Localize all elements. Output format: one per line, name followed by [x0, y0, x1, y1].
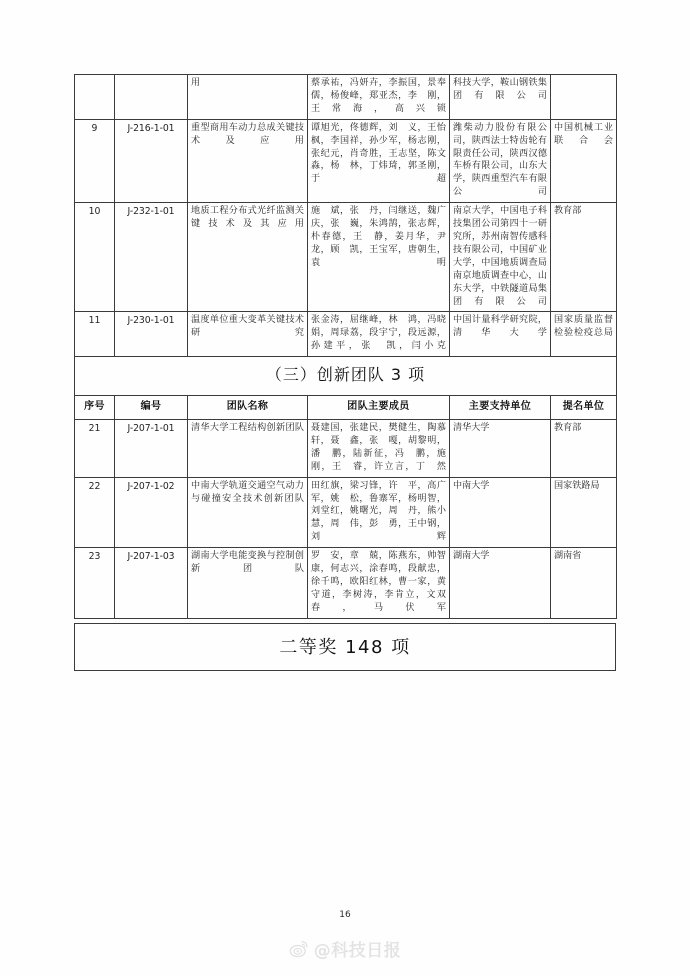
award-table [74, 74, 617, 619]
row-members: 蔡承祐，冯妍卉，李振国，景奉儒，杨俊峰，郑亚杰，李 刚，王常海，高兴锁 [308, 75, 450, 120]
row-title: 用 [188, 75, 308, 120]
row-nominator: 教育部 [551, 420, 617, 478]
row-title: 温度单位重大变革关键技术研究 [188, 312, 308, 357]
row-members: 谭旭光，佟德辉，刘 义，王怡枫，李国祥，孙少军，杨志刚，张纪元，肖奇胜，王志坚，陈文淼，杨 林，丁炜琦，郭圣刚，于 超 [308, 119, 450, 202]
row-support: 科技大学，鞍山钢铁集团有限公司 [450, 75, 551, 120]
column-header-seq: 序号 [75, 395, 115, 419]
row-seq: 21 [75, 420, 115, 478]
row-seq: 9 [75, 119, 115, 202]
row-members: 张金涛，屈继峰，林 鸿，冯晓娟，周琭荔，段宇宁，段远源，孙建平，张 凯，闫小克 [308, 312, 450, 357]
row-title: 中南大学轨道交通空气动力与碰撞安全技术创新团队 [188, 477, 308, 548]
table-row [75, 312, 617, 357]
row-nominator: 国家质量监督检验检疫总局 [551, 312, 617, 357]
page-number: 16 [339, 910, 351, 920]
table-row [75, 477, 617, 548]
row-code: J-232-1-01 [115, 203, 188, 312]
watermark [0, 936, 690, 961]
row-members: 施 斌，张 丹，闫继送，魏广庆，张 巍，朱鸿鹄，张志辉，朴春德，王 静，姜月华，尹 龙，顾 凯，王宝军，唐朝生，袁 明 [308, 203, 450, 312]
row-nominator [551, 75, 617, 120]
row-code: J-207-1-01 [115, 420, 188, 478]
row-code: J-207-1-03 [115, 548, 188, 619]
row-title: 湖南大学电能变换与控制创新团队 [188, 548, 308, 619]
section-banner-label: （三）创新团队 3 项 [75, 357, 617, 396]
table-header-row [75, 395, 617, 419]
row-code: J-207-1-02 [115, 477, 188, 548]
banner-row [75, 623, 616, 670]
weibo-eye-icon [289, 939, 309, 959]
table-row [75, 75, 617, 120]
row-support: 中南大学 [450, 477, 551, 548]
row-seq: 11 [75, 312, 115, 357]
row-nominator: 国家铁路局 [551, 477, 617, 548]
row-title: 清华大学工程结构创新团队 [188, 420, 308, 478]
row-support: 中国计量科学研究院，清华大学 [450, 312, 551, 357]
row-members: 聂建国，张建民，樊健生，陶慕轩，聂 鑫，张 嘎，胡黎明，潘 鹏，陆新征，冯 鹏，施 刚，王 睿，许立言，丁 然 [308, 420, 450, 478]
row-nominator: 湖南省 [551, 548, 617, 619]
row-nominator: 教育部 [551, 203, 617, 312]
row-members: 田红旗，梁习锋，许 平，高广军，姚 松，鲁寨军，杨明智，刘堂红，姚曙光，周 丹，熊小慧，周 伟，彭 勇，王中钢，刘 辉 [308, 477, 450, 548]
row-code [115, 75, 188, 120]
row-seq: 23 [75, 548, 115, 619]
row-title: 地质工程分布式光纤监测关键技术及其应用 [188, 203, 308, 312]
column-header-title: 团队名称 [188, 395, 308, 419]
column-header-members: 团队主要成员 [308, 395, 450, 419]
row-support: 清华大学 [450, 420, 551, 478]
row-support: 潍柴动力股份有限公司，陕西法士特齿轮有限责任公司，陕西汉德车桥有限公司，山东大学，陕西重型汽车有限公司 [450, 119, 551, 202]
column-header-nominator: 提名单位 [551, 395, 617, 419]
row-nominator: 中国机械工业联合会 [551, 119, 617, 202]
section-banner-row [75, 357, 617, 396]
column-header-support: 主要支持单位 [450, 395, 551, 419]
table-row [75, 420, 617, 478]
second-prize-banner [74, 623, 616, 671]
row-support: 湖南大学 [450, 548, 551, 619]
row-seq: 22 [75, 477, 115, 548]
row-title: 重型商用车动力总成关键技术及应用 [188, 119, 308, 202]
table-row [75, 203, 617, 312]
row-members: 罗 安，章 兢，陈燕东，帅智康，何志兴，涂春鸣，段献忠，徐千鸣，欧阳红林，曹一家，黄守道，李树涛，李肯立，文双春，马伏军 [308, 548, 450, 619]
table-row [75, 119, 617, 202]
row-code: J-230-1-01 [115, 312, 188, 357]
second-prize-label: 二等奖 148 项 [75, 623, 616, 670]
row-code: J-216-1-01 [115, 119, 188, 202]
row-support: 南京大学，中国电子科技集团公司第四十一研究所，苏州南智传感科技有限公司，中国矿业大学，中国地质调查局南京地质调查中心，山东大学，中铁隧道局集团有限公司 [450, 203, 551, 312]
watermark-handle: @科技日报 [313, 941, 402, 961]
row-seq: 10 [75, 203, 115, 312]
column-header-code: 编号 [115, 395, 188, 419]
table-row [75, 548, 617, 619]
page-content [74, 74, 616, 671]
row-seq [75, 75, 115, 120]
